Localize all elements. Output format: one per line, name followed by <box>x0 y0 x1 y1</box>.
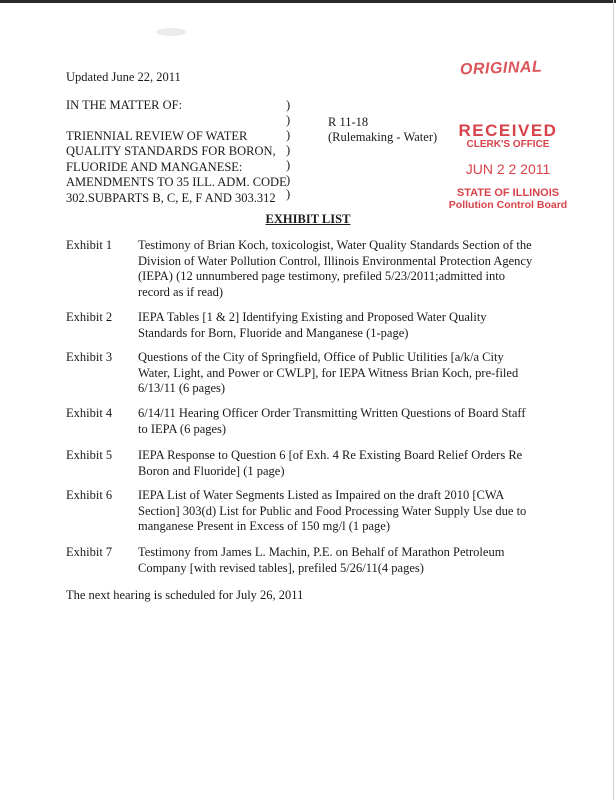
exhibit-description: IEPA List of Water Segments Listed as Impaired on the draft 2010 [CWA Section] 303(d) List for Public and Food Processing Water Supply Use due to manganese Present in Excess of 150 mg/l (1 page) <box>138 488 527 533</box>
exhibit-row-7 <box>66 545 536 576</box>
exhibit-row-2 <box>66 310 536 341</box>
exhibit-label: Exhibit 5 <box>66 448 113 462</box>
docket-number: R 11-18 <box>328 115 369 129</box>
exhibit-description: Testimony from James L. Machin, P.E. on Behalf of Marathon Petroleum Company [with revised tables], prefiled 5/26/11(4 pages) <box>138 545 505 575</box>
received-date: JUN 2 2 2011 <box>465 161 551 177</box>
paren: ) <box>286 142 291 157</box>
paren: ) <box>286 98 291 112</box>
docket-info <box>328 115 437 145</box>
exhibit-list-title: EXHIBIT LIST <box>265 212 351 226</box>
exhibit-label: Exhibit 2 <box>66 310 113 324</box>
paren: ) <box>286 187 291 202</box>
clerk-office-text: CLERK'S OFFICE <box>466 139 550 150</box>
caption-parentheses <box>286 98 290 202</box>
paren: ) <box>286 157 291 172</box>
exhibit-row-5 <box>66 448 536 479</box>
paren: ) <box>286 127 291 142</box>
scan-right-edge <box>613 0 614 800</box>
exhibit-label: Exhibit 6 <box>66 488 113 502</box>
board-text: Pollution Control Board <box>448 199 568 211</box>
matter-line-2: QUALITY STANDARDS FOR BORON, <box>66 144 276 158</box>
matter-line-5: 302.SUBPARTS B, C, E, F AND 303.312 <box>66 190 276 205</box>
exhibit-label: Exhibit 1 <box>66 238 113 252</box>
next-hearing-note: The next hearing is scheduled for July 26, 2011 <box>66 588 304 602</box>
exhibit-label: Exhibit 3 <box>66 350 113 364</box>
exhibit-label: Exhibit 4 <box>66 406 113 420</box>
docket-type: (Rulemaking - Water) <box>328 130 438 144</box>
paren: ) <box>286 112 291 127</box>
exhibit-row-4 <box>66 406 536 437</box>
exhibit-description: 6/14/11 Hearing Officer Order Transmitting Written Questions of Board Staff to IEPA (6 pages) <box>138 406 526 436</box>
scan-top-edge <box>0 0 616 3</box>
matter-line-4: AMENDMENTS TO 35 ILL. ADM. CODE <box>66 175 287 189</box>
exhibit-row-6 <box>66 488 536 535</box>
matter-heading: IN THE MATTER OF: <box>66 98 183 112</box>
received-stamp <box>448 122 568 211</box>
exhibit-description: Testimony of Brian Koch, toxicologist, Water Quality Standards Section of the Division of Water Pollution Control, Illinois Environmental Protection Agency (IEPA) (12 unnumbered page testimony, prefiled 5/23/2011;admitted into record as if read) <box>138 238 533 299</box>
exhibit-description: IEPA Response to Question 6 [of Exh. 4 Re Existing Board Relief Orders Re Boron and Fluoride] (1 page) <box>138 448 523 478</box>
scan-smudge <box>156 28 186 36</box>
exhibit-row-1 <box>66 238 536 300</box>
exhibit-label: Exhibit 7 <box>66 545 113 559</box>
matter-caption <box>66 98 287 206</box>
exhibit-description: Questions of the City of Springfield, Office of Public Utilities [a/k/a City Water, Light, and Power or CWLP], for IEPA Witness Brian Koch, pre-filed 6/13/11 (6 pages) <box>138 350 519 395</box>
exhibit-description: IEPA Tables [1 & 2] Identifying Existing and Proposed Water Quality Standards for Born, Fluoride and Manganese (1-page) <box>138 310 487 340</box>
state-text: STATE OF ILLINOIS <box>456 187 560 199</box>
received-text: RECEIVED <box>458 121 558 140</box>
updated-date: Updated June 22, 2011 <box>66 70 181 84</box>
matter-line-3: FLUORIDE AND MANGANESE: <box>66 159 243 174</box>
original-stamp: ORIGINAL <box>459 58 543 79</box>
matter-line-1: TRIENNIAL REVIEW OF WATER <box>66 128 248 143</box>
exhibit-row-3 <box>66 350 536 397</box>
paren: ) <box>286 172 291 187</box>
